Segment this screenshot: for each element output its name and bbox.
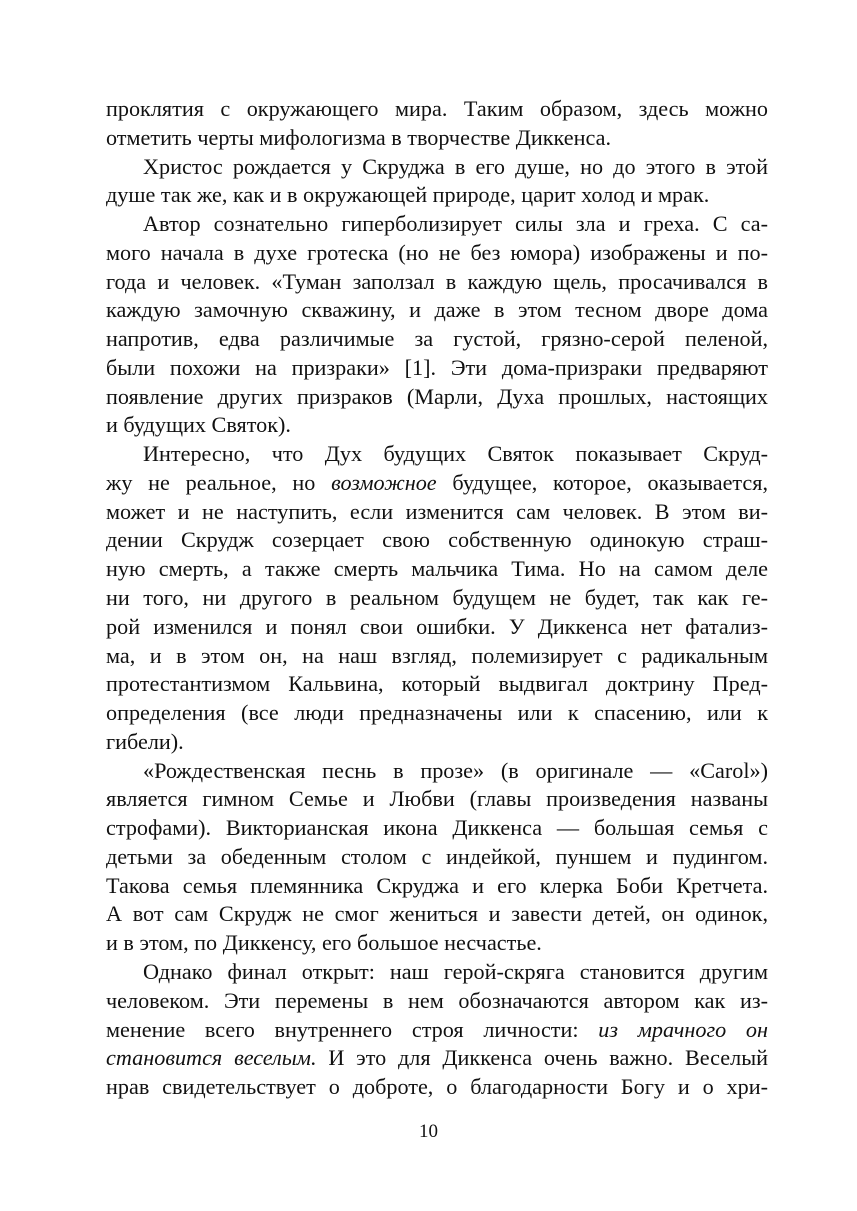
paragraph [106, 95, 768, 153]
body-text [106, 95, 768, 1102]
text-line: протестантизмом Кальвина, который выдвигал доктрину Пред- [106, 671, 768, 697]
emphasized-text: становится веселым. [106, 1045, 317, 1071]
text-line: и в этом, по Диккенсу, его большое несчастье. [106, 930, 542, 956]
text-line: каждую замочную скважину, и даже в этом тесном дворе дома [106, 297, 768, 323]
text-line: дении Скрудж созерцает свою собственную одинокую страш- [106, 527, 768, 553]
text-line: мого начала в духе гротеска (но не без юмора) изображены и по- [106, 239, 768, 265]
text-line: гибели). [106, 728, 184, 754]
text-line: года и человек. «Туман заползал в каждую щель, просачивался в [106, 268, 768, 294]
text-line: были похожи на призраки» [1]. Эти дома-призраки предваряют [106, 354, 768, 380]
text-line: напротив, едва различимые за густой, грязно-серой пеленой, [106, 326, 768, 352]
text-line: является гимном Семье и Любви (главы произведения названы [106, 786, 768, 812]
emphasized-text: из мрачного он [598, 1016, 768, 1042]
paragraph [106, 210, 768, 440]
text-line: Такова семья племянника Скруджа и его клерка Боби Кретчета. [106, 872, 768, 898]
text-line: рой изменился и понял свои ошибки. У Диккенса нет фатализ- [106, 613, 768, 639]
text-line: Автор сознательно гиперболизирует силы зла и греха. С са- [143, 211, 768, 237]
page-number: 10 [419, 1121, 438, 1142]
text-line: менение всего внутреннего строя личности: из мрачного он [106, 1016, 768, 1042]
text-line: ную смерть, а также смерть мальчика Тима. Но на самом деле [106, 556, 768, 582]
text-line: определения (все люди предназначены или к спасению, или к [106, 700, 768, 726]
paragraph [106, 153, 768, 211]
text-line: появление других призраков (Марли, Духа прошлых, настоящих [106, 383, 768, 409]
text-line: Интересно, что Дух будущих Святок показывает Скруд- [143, 441, 768, 467]
emphasized-text: возможное [331, 469, 437, 495]
text-line: проклятия с окружающего мира. Таким образом, здесь можно [106, 96, 768, 121]
paragraph [106, 958, 768, 1102]
text-line: может и не наступить, если изменится сам человек. В этом ви- [106, 498, 768, 524]
text-line: Христос рождается у Скруджа в его душе, но до этого в этой [143, 153, 768, 179]
text-line: ма, и в этом он, на наш взгляд, полемизирует с радикальным [106, 642, 768, 668]
paragraph [106, 757, 768, 958]
paragraph [106, 440, 768, 756]
text-line: и будущих Святок). [106, 412, 291, 438]
text-line: человеком. Эти перемены в нем обозначаются автором как из- [106, 987, 768, 1013]
text-line: становится веселым. И это для Диккенса очень важно. Веселый [106, 1045, 768, 1071]
text-line: ни того, ни другого в реальном будущем не будет, так как ге- [106, 585, 768, 611]
text-line: А вот сам Скрудж не смог жениться и завести детей, он одинок, [106, 901, 768, 927]
text-line: Однако финал открыт: наш герой-скряга становится другим [143, 958, 768, 984]
text-line: нрав свидетельствует о доброте, о благодарности Богу и о хри- [106, 1074, 768, 1100]
text-line: жу не реальное, но возможное будущее, которое, оказывается, [106, 469, 769, 495]
text-line: душе так же, как и в окружающей природе, царит холод и мрак. [106, 182, 710, 208]
text-line: отметить черты мифологизма в творчестве Диккенса. [106, 124, 612, 150]
text-line: строфами). Викторианская икона Диккенса — большая семья с [106, 815, 768, 841]
text-line: «Рождественская песнь в прозе» (в оригинале — «Carol») [143, 757, 768, 783]
text-line: детьми за обеденным столом с индейкой, пуншем и пудингом. [106, 843, 768, 869]
